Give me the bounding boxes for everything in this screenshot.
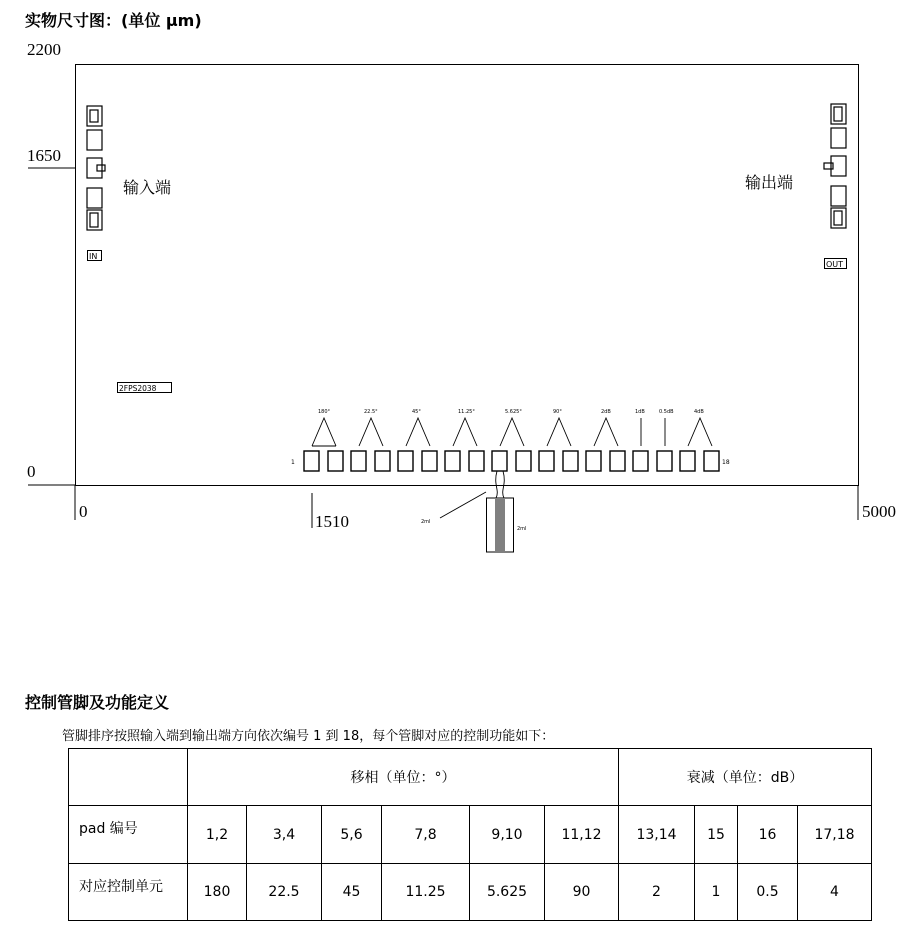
pad-group-label-2db: 2dB [601, 409, 611, 415]
func-cell: 90 [545, 864, 619, 921]
func-cell: 2 [619, 864, 695, 921]
pad-cell: 7,8 [382, 806, 470, 864]
out-tag: OUT [826, 260, 844, 269]
func-cell: 4 [798, 864, 872, 921]
pad-group-label-180: 180° [318, 409, 331, 415]
input-pads [87, 106, 105, 230]
input-port-label: 输入端 [123, 178, 172, 197]
x-axis-label-end: 5000 [862, 502, 896, 521]
pad-cell: 1,2 [188, 806, 247, 864]
pad-group-label-5-625: 5.625° [505, 409, 522, 415]
pad-cell: 3,4 [247, 806, 322, 864]
pad-group-label-90: 90° [553, 409, 562, 415]
probe-right-label: 2ml [517, 526, 527, 532]
table-row-func [69, 864, 872, 921]
output-port-label: 输出端 [745, 173, 794, 192]
pad-cell: 13,14 [619, 806, 695, 864]
pad-group-label-0-5db: 0.5dB [659, 409, 674, 415]
x-axis-label-zero: 0 [79, 502, 88, 521]
atten-group-header: 衰减（单位：dB） [619, 749, 872, 806]
phase-group-header: 移相（单位：°） [188, 749, 619, 806]
pad-group-labels [318, 409, 704, 415]
func-cell: 11.25 [382, 864, 470, 921]
pad-cell: 15 [695, 806, 738, 864]
pad-cell: 5,6 [322, 806, 382, 864]
bond-wires [312, 418, 712, 446]
section-title: 控制管脚及功能定义 [25, 693, 170, 712]
func-cell: 45 [322, 864, 382, 921]
row-header-func: 对应控制单元 [69, 864, 188, 921]
x-axis-label-mid: 1510 [315, 512, 349, 531]
diagram-title: 实物尺寸图：(单位 μm) [25, 11, 202, 30]
dc-pad-row [304, 451, 719, 471]
pad-group-label-45: 45° [412, 409, 421, 415]
probe-strip [495, 498, 505, 552]
func-cell: 5.625 [470, 864, 545, 921]
pad-cell: 11,12 [545, 806, 619, 864]
in-tag: IN [89, 252, 98, 261]
func-cell: 22.5 [247, 864, 322, 921]
probe-wires [496, 471, 505, 498]
control-table [68, 748, 872, 921]
func-cell: 180 [188, 864, 247, 921]
pad-first-label: 1 [291, 459, 295, 466]
y-axis-label-zero: 0 [27, 462, 36, 481]
output-pads [824, 104, 846, 228]
pad-group-label-1db: 1dB [635, 409, 645, 415]
pad-cell: 16 [738, 806, 798, 864]
probe-leader [440, 492, 486, 518]
y-axis-label-top: 2200 [27, 40, 61, 59]
pad-group-label-11-25: 11.25° [458, 409, 475, 415]
section-intro: 管脚排序按照输入端到输出端方向依次编号 1 到 18，每个管脚对应的控制功能如下： [62, 729, 555, 744]
pad-group-label-22-5: 22.5° [364, 409, 378, 415]
pad-last-label: 18 [722, 459, 730, 466]
pad-cell: 9,10 [470, 806, 545, 864]
pad-group-label-4db: 4dB [694, 409, 704, 415]
func-cell: 0.5 [738, 864, 798, 921]
chip-mark: 2FPS2038 [119, 384, 157, 393]
pad-cell: 17,18 [798, 806, 872, 864]
table-row-pad [69, 806, 872, 864]
row-header-pad: pad 编号 [69, 806, 188, 864]
probe-left-label: 2ml [421, 519, 431, 525]
table-header-row [69, 749, 872, 806]
y-axis-label-mid: 1650 [27, 146, 61, 165]
func-cell: 1 [695, 864, 738, 921]
table-corner-cell [69, 749, 188, 806]
